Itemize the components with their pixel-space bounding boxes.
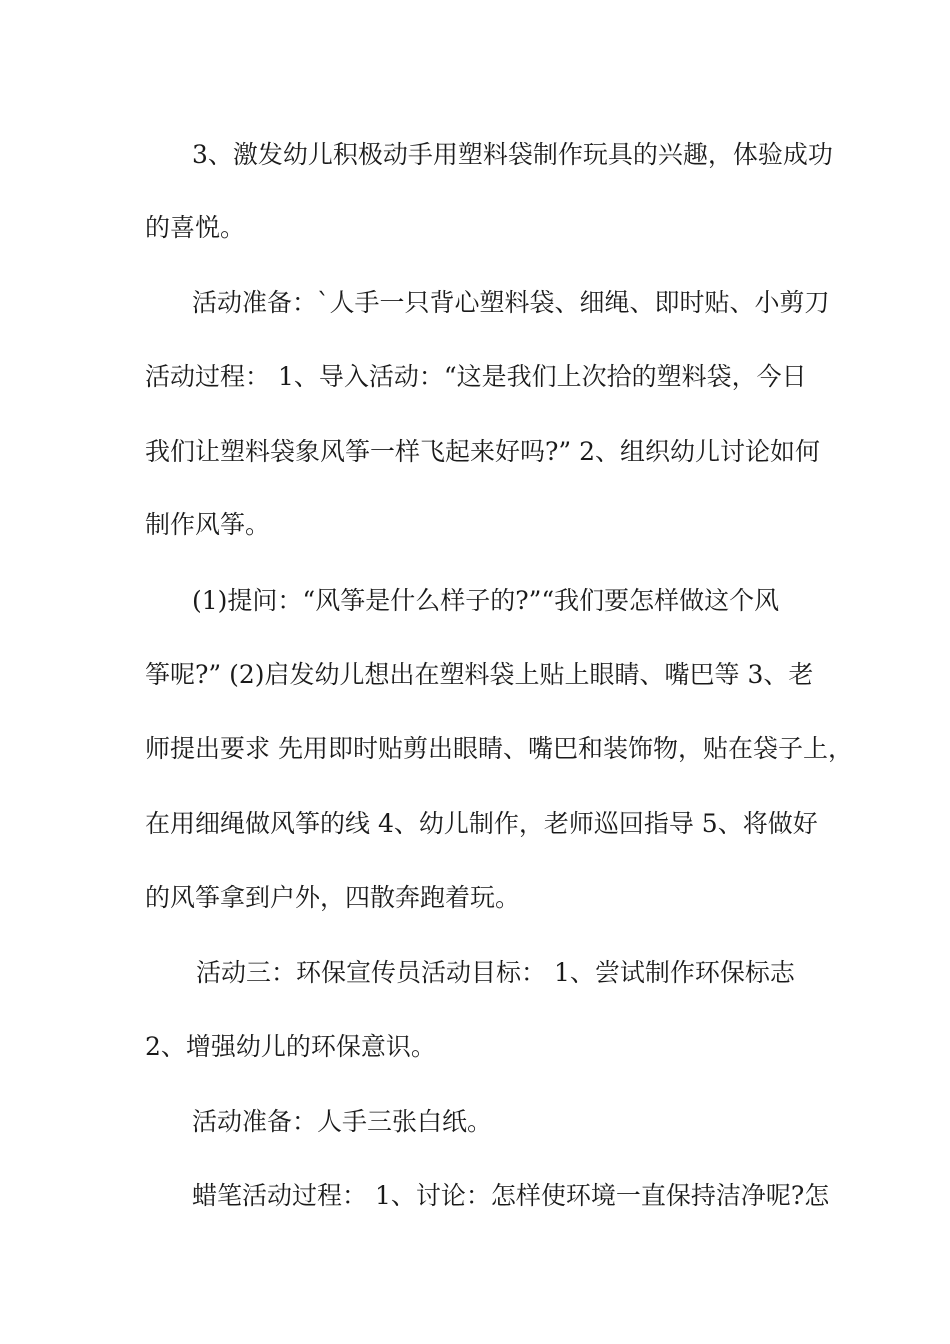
paragraph-line: 我们让塑料袋象风筝一样飞起来好吗?” 2、组织幼儿讨论如何 <box>145 437 821 466</box>
paragraph-line: 蜡笔活动过程： 1、讨论：怎样使环境一直保持洁净呢?怎 <box>192 1181 830 1210</box>
paragraph-line: 2、增强幼儿的环保意识。 <box>145 1032 436 1061</box>
paragraph-line: 筝呢?” (2)启发幼儿想出在塑料袋上贴上眼睛、嘴巴等 3、老 <box>145 660 814 689</box>
paragraph-line: 的喜悦。 <box>145 213 246 242</box>
paragraph-line: 制作风筝。 <box>145 510 271 539</box>
paragraph-line: 活动准备：人手三张白纸。 <box>192 1107 493 1136</box>
paragraph-line: 3、激发幼儿积极动手用塑料袋制作玩具的兴趣，体验成功 <box>192 140 833 169</box>
paragraph-line: 活动三：环保宣传员活动目标： 1、尝试制作环保标志 <box>196 958 795 987</box>
paragraph-line: (1)提问：“风筝是什么样子的?”“我们要怎样做这个风 <box>192 586 780 615</box>
paragraph-line: 师提出要求 先用即时贴剪出眼睛、嘴巴和装饰物，贴在袋子上， <box>145 734 853 763</box>
paragraph-line: 在用细绳做风筝的线 4、幼儿制作，老师巡回指导 5、将做好 <box>145 809 818 838</box>
paragraph-line: 活动过程： 1、导入活动：“这是我们上次拾的塑料袋，今日 <box>145 362 807 391</box>
paragraph-line: 活动准备：`人手一只背心塑料袋、细绳、即时贴、小剪刀 <box>192 288 830 317</box>
paragraph-line: 的风筝拿到户外，四散奔跑着玩。 <box>145 883 521 912</box>
